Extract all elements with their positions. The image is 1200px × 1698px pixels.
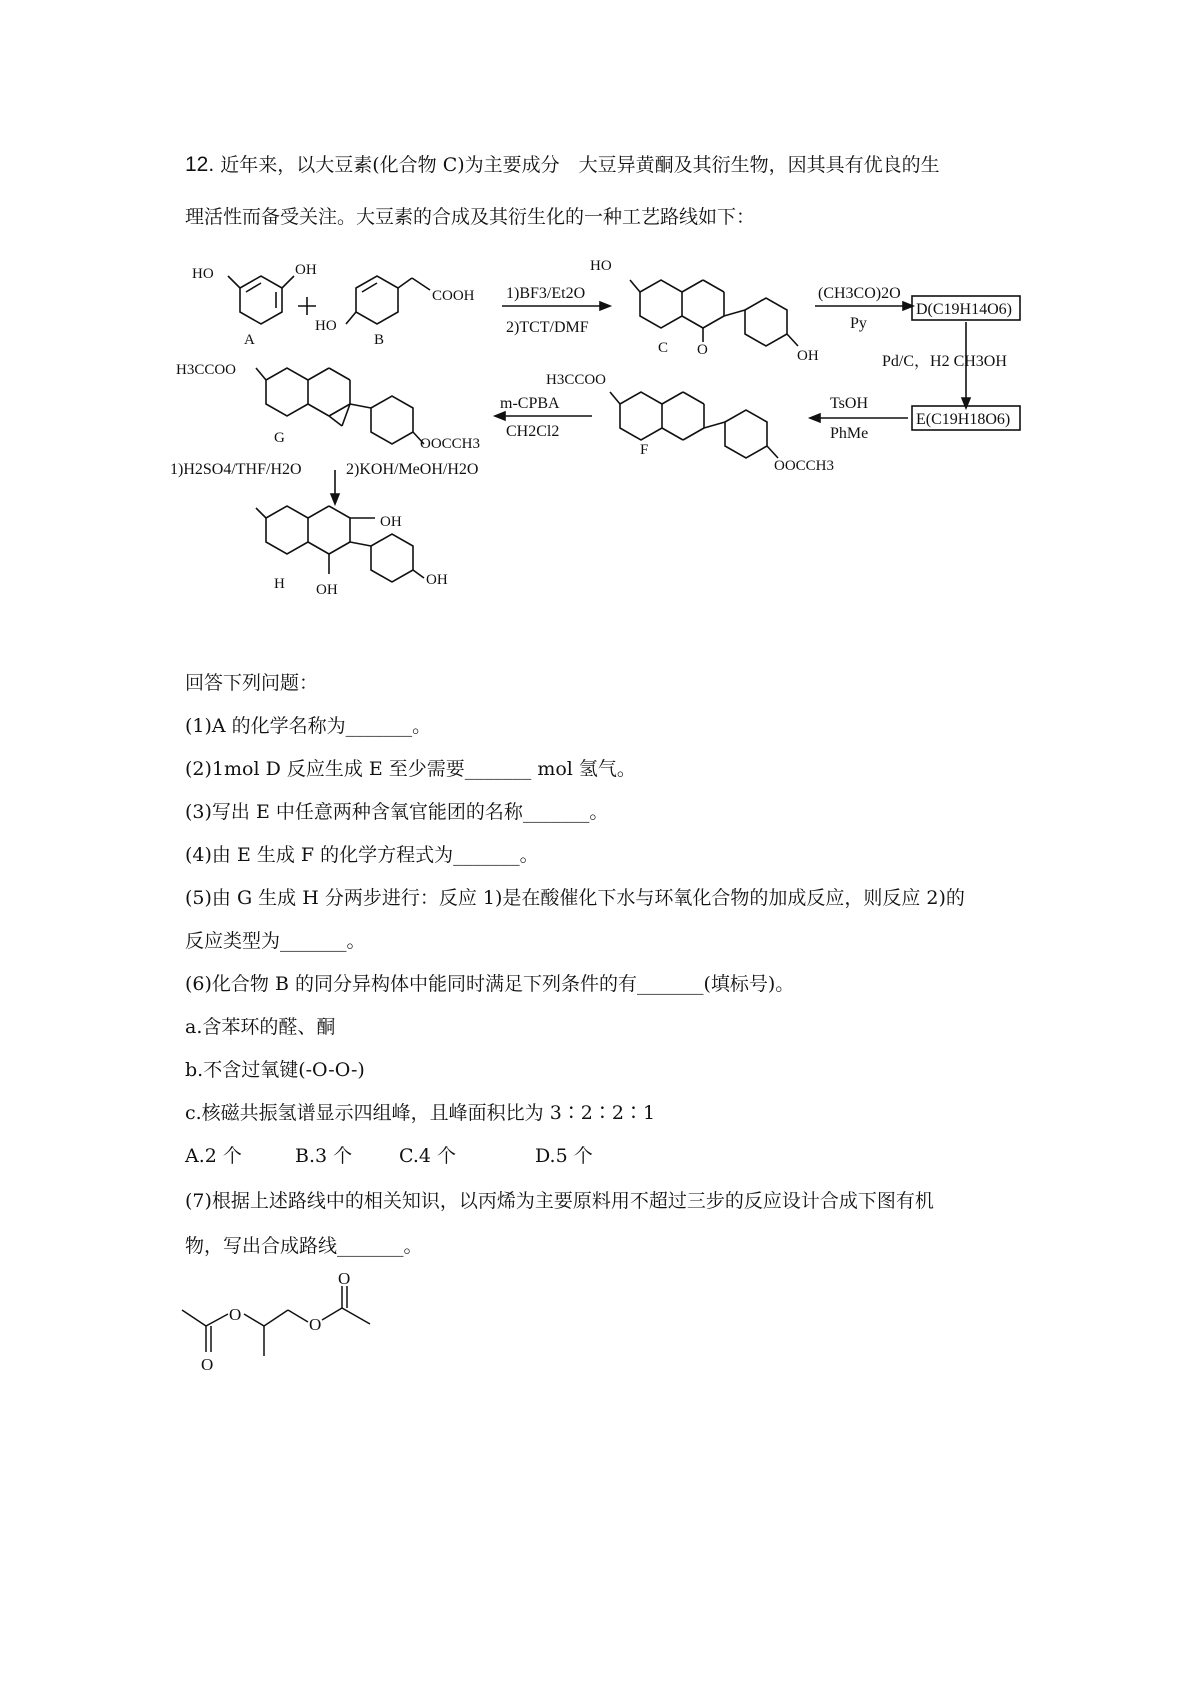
reagent-step6-a: 1)H2SO4/THF/H2O [170,461,302,478]
label-d: D(C19H14O6) [916,301,1012,318]
option-d: D.5 个 [535,1145,593,1167]
question-intro-line1 [185,152,940,178]
option-b: B.3 个 [295,1145,353,1167]
option-a: A.2 个 [185,1145,242,1167]
group-h3ccoo-f: H3CCOO [546,372,607,388]
reagent-step4-b: PhMe [830,425,869,442]
label-c: C [658,340,669,356]
question-6-condition-a: a.含苯环的醛、酮 [185,1016,336,1038]
reagent-step5-a: m-CPBA [500,395,560,412]
question-intro-line2: 理活性而备受关注。大豆素的合成及其衍生化的一种工艺路线如下： [185,206,756,228]
question-6: (6)化合物 B 的同分异构体中能同时满足下列条件的有_______(填标号)。 [185,973,795,995]
target-molecule [176,1270,406,1390]
label-h: H [274,576,285,592]
answer-prompt: 回答下列问题： [185,672,319,694]
group-cooh: COOH [432,288,475,304]
question-intro-text: 近年来，以大豆素(化合物 C)为主要成分 大豆异黄酮及其衍生物，因其具有优良的生 [220,154,940,176]
group-o-c: O [697,342,708,358]
target-o-1: O [229,1305,242,1324]
group-oocch3-g: OOCCH3 [420,436,481,452]
question-3: (3)写出 E 中任意两种含氧官能团的名称_______。 [185,801,609,823]
group-ho-b: HO [315,318,337,334]
group-ho-c: HO [590,258,612,274]
group-oh-c: OH [797,348,819,364]
option-c: C.4 个 [399,1145,457,1167]
target-o-3: O [309,1315,322,1334]
reagent-step2-b: Py [850,315,867,332]
question-7-line2: 物，写出合成路线_______。 [185,1235,423,1257]
question-1: (1)A 的化学名称为_______。 [185,715,432,737]
question-number: 12. [185,153,215,176]
label-a: A [244,332,255,348]
reagent-step1-b: 2)TCT/DMF [506,319,589,336]
question-7-line1: (7)根据上述路线中的相关知识，以丙烯为主要原料用不超过三步的反应设计合成下图有机 [185,1190,934,1212]
reagent-step4-a: TsOH [830,395,868,412]
reagent-step6-b: 2)KOH/MeOH/H2O [346,461,479,478]
group-oocch3-f: OOCCH3 [774,458,835,474]
question-4: (4)由 E 生成 F 的化学方程式为_______。 [185,844,539,866]
question-5-line1: (5)由 G 生成 H 分两步进行：反应 1)是在酸催化下水与环氧化合物的加成反应，则反应 2)的 [185,887,965,909]
reagent-step3: Pd/C，H2 CH3OH [882,353,1007,370]
group-ho-a: HO [192,266,214,282]
group-oh-a: OH [295,262,317,278]
question-5-line2: 反应类型为_______。 [185,930,366,952]
reaction-scheme [170,248,1050,618]
target-o-2: O [201,1355,214,1374]
question-6-condition-b: b.不含过氧键(-O-O-) [185,1059,365,1081]
group-oh-h1: OH [380,514,402,530]
reagent-step2-a: (CH3CO)2O [818,285,901,302]
reagent-step5-b: CH2Cl2 [506,423,560,440]
label-g: G [274,430,285,446]
question-6-condition-c: c.核磁共振氢谱显示四组峰，且峰面积比为 3∶2∶2∶1 [185,1102,656,1124]
reagent-step1-a: 1)BF3/Et2O [506,285,586,302]
label-e: E(C19H18O6) [916,411,1011,428]
group-oh-h3: OH [316,582,338,598]
label-f: F [640,442,649,458]
question-2: (2)1mol D 反应生成 E 至少需要_______ mol 氢气。 [185,758,636,780]
group-h3ccoo-g: H3CCOO [176,362,237,378]
label-b: B [374,332,385,348]
group-oh-h2: OH [426,572,448,588]
target-o-4: O [338,1270,351,1288]
